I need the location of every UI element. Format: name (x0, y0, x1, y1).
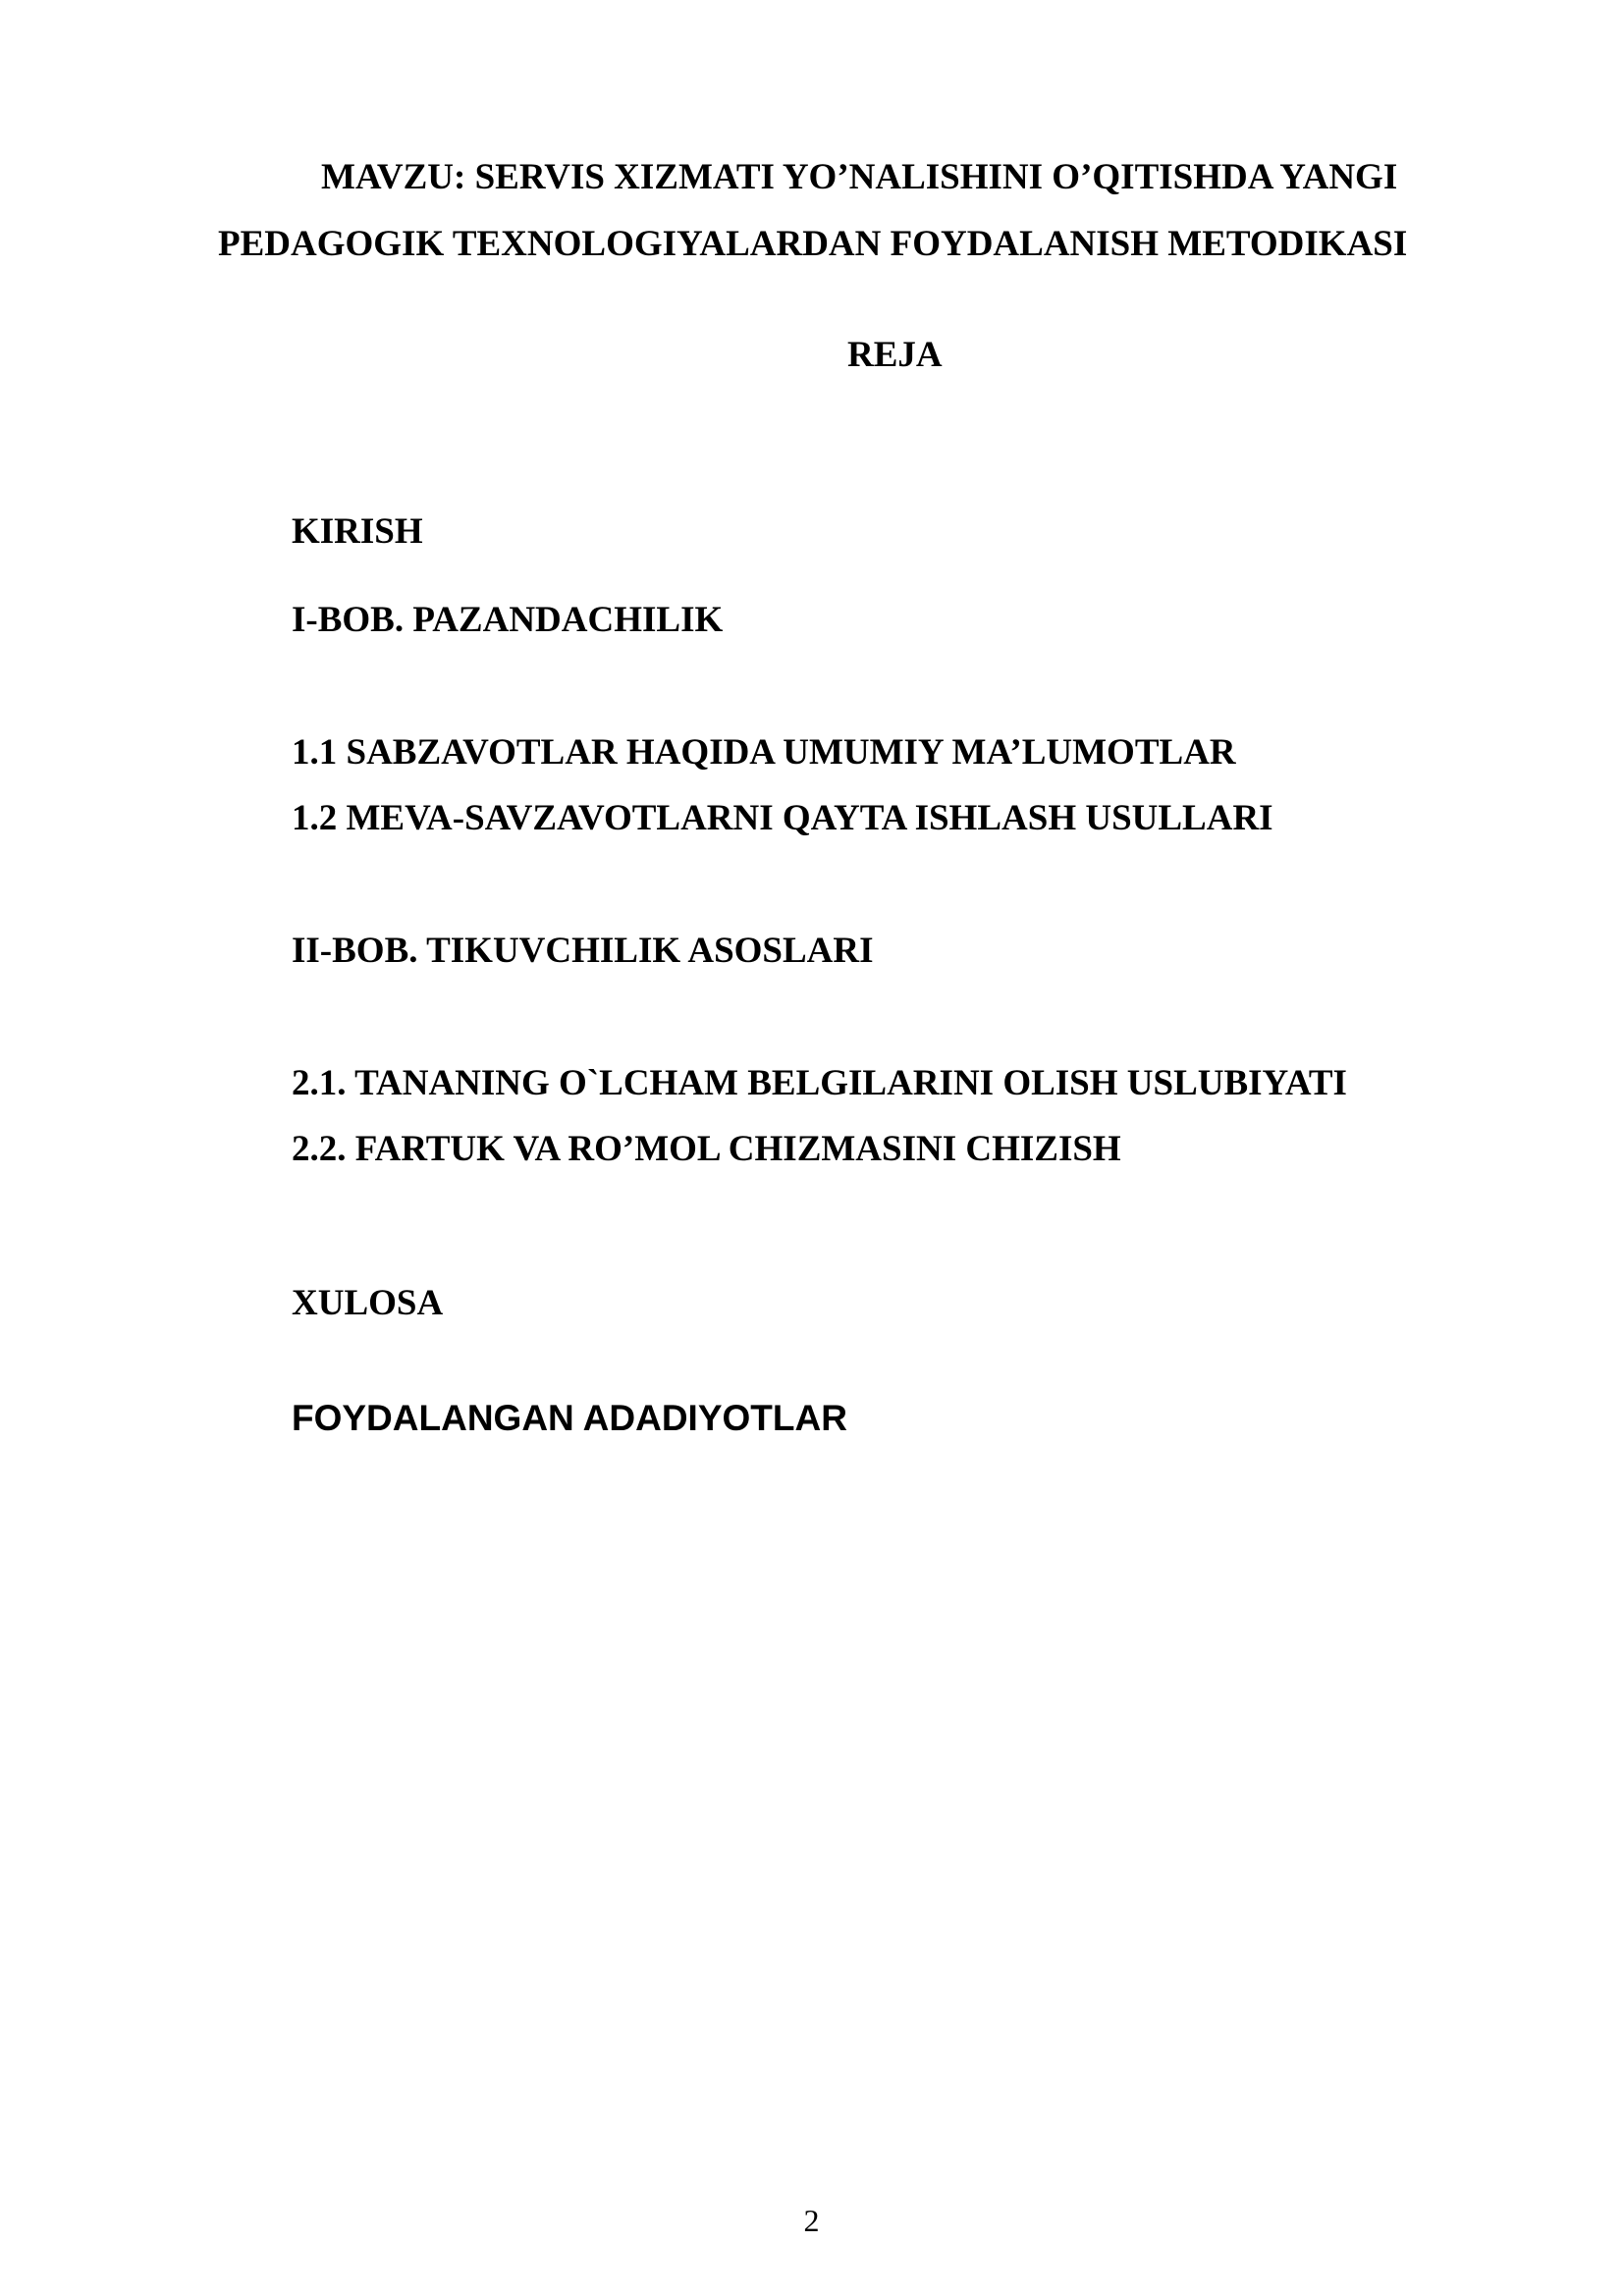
title-line-1: MAVZU: SERVIS XIZMATI YO’NALISHINI O’QITISHDA YANGI (321, 157, 1398, 197)
plan-item-introduction: KIRISH (292, 511, 423, 552)
plan-heading: REJA (847, 335, 943, 375)
plan-section-1-2: 1.2 MEVA-SAVZAVOTLARNI QAYTA ISHLASH USULLARI (292, 798, 1273, 838)
plan-item-references: FOYDALANGAN ADADIYOTLAR (292, 1398, 847, 1438)
plan-section-2-2: 2.2. FARTUK VA RO’MOL CHIZMASINI CHIZISH (292, 1129, 1121, 1169)
plan-section-2-1: 2.1. TANANING O`LCHAM BELGILARINI OLISH USLUBIYATI (292, 1063, 1347, 1103)
plan-section-1-1: 1.1 SABZAVOTLAR HAQIDA UMUMIY MA’LUMOTLAR (292, 732, 1236, 773)
plan-chapter-2: II-BOB. TIKUVCHILIK ASOSLARI (292, 931, 874, 971)
title-line-2: PEDAGOGIK TEXNOLOGIYALARDAN FOYDALANISH METODIKASI (218, 224, 1408, 264)
plan-chapter-1: I-BOB. PAZANDACHILIK (292, 600, 724, 640)
plan-item-conclusion: XULOSA (292, 1283, 444, 1323)
page-number: 2 (803, 2203, 820, 2238)
